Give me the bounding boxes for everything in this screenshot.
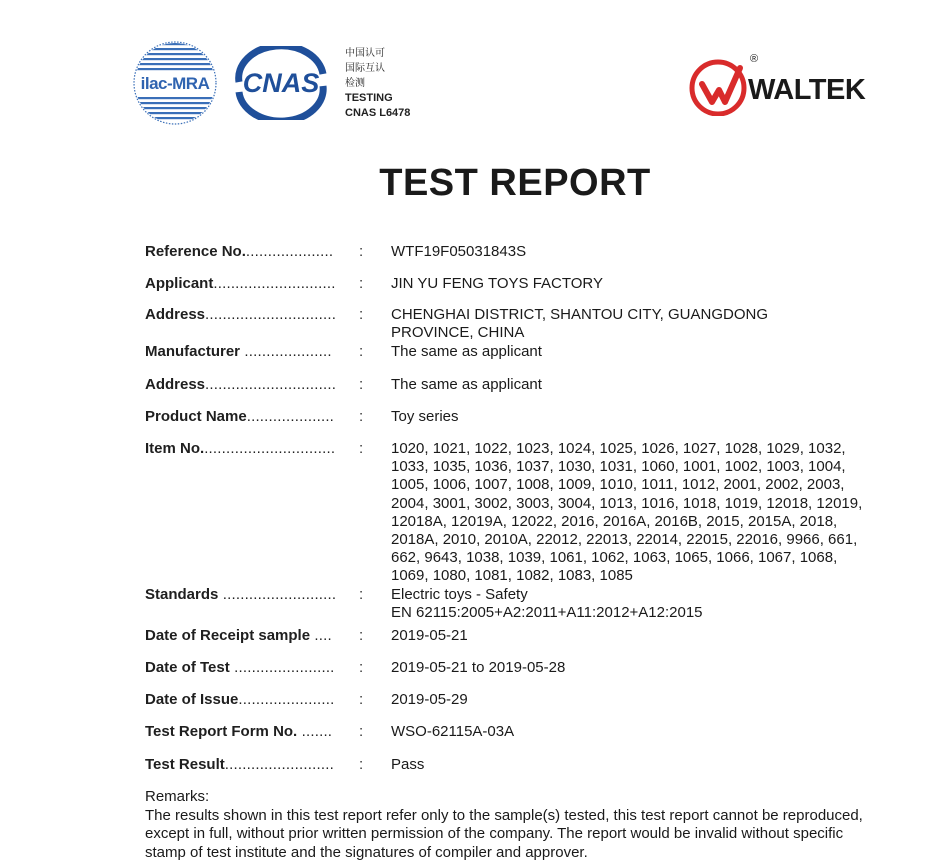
standards-line: Electric toys - Safety [391,586,891,604]
field-colon: : [359,343,363,360]
ilac-mra-logo [133,41,217,125]
field-value: Toy series [391,408,891,426]
cnas-line: 中国认可 [345,46,410,61]
cnas-logo-text: CNAS [243,68,320,98]
field-colon: : [359,723,363,740]
cnas-line: TESTING [345,91,410,106]
field-colon: : [359,243,363,260]
remarks-heading: Remarks: [145,788,885,807]
field-colon: : [359,756,363,773]
field-label: Applicant............................ [145,275,341,292]
cnas-accreditation-text [345,46,410,121]
cnas-line: 国际互认 [345,61,410,76]
standards-line: EN 62115:2005+A2:2011+A11:2012+A12:2015 [391,604,891,622]
field-colon: : [359,659,363,676]
field-label: Address.............................. [145,376,341,393]
waltek-brand-text: WALTEK [748,74,866,106]
field-colon: : [359,691,363,708]
field-value: 2019-05-29 [391,691,891,709]
cnas-logo [231,46,331,120]
field-colon: : [359,627,363,644]
ilac-logo-text: ilac-MRA [141,74,210,93]
cnas-line: CNAS L6478 [345,106,410,121]
field-value [391,586,891,622]
field-colon: : [359,376,363,393]
field-label: Product Name.................... [145,408,341,425]
field-colon: : [359,306,363,323]
field-value: The same as applicant [391,343,891,361]
field-colon: : [359,275,363,292]
field-label: Date of Test ....................... [145,659,341,676]
field-label: Test Report Form No. ....... [145,723,341,740]
field-value: JIN YU FENG TOYS FACTORY [391,275,891,293]
field-value: 2019-05-21 to 2019-05-28 [391,659,891,677]
field-value: 1020, 1021, 1022, 1023, 1024, 1025, 1026, 1027, 1028, 1029, 1032, 1033, 1035, 1036, 1037, 1030, 1031, 1060, 1001, 1002, 1003, 1004, 1005, 1006, 1007, 1008, 1009, 1010, 1011, 1012, 2001, 2002, 2003, 2004, 3001, 3002, 3003, 3004, 1013, 1016, 1018, 1019, 12018, 12019, 12018A, 12019A, 12022, 2016, 2016A, 2016B, 2015, 2015A, 2018, 2018A, 2010, 2010A, 22012, 22013, 22014, 22015, 22016, 9966, 661, 662, 9643, 1038, 1039, 1061, 1062, 1063, 1065, 1066, 1067, 1068, 1069, 1080, 1081, 1082, 1083, 1085 [391,440,876,586]
field-colon: : [359,408,363,425]
field-label: Date of Receipt sample .... [145,627,341,644]
field-colon: : [359,586,363,603]
field-label: Date of Issue...................... [145,691,341,708]
report-title: TEST REPORT [0,162,941,205]
field-label: Item No............................... [145,440,341,457]
field-value: The same as applicant [391,376,891,394]
field-value: Pass [391,756,891,774]
field-value: WTF19F05031843S [391,243,891,261]
remarks-text: The results shown in this test report refer only to the sample(s) tested, this test report cannot be reproduced, except in full, without prior written permission of the company. The report would be invalid without specific stamp of test institute and the signatures of compiler and approver. [145,807,885,862]
report-header [0,0,941,140]
waltek-logo [688,50,883,116]
field-colon: : [359,440,363,457]
registered-mark: ® [750,53,758,65]
field-label: Manufacturer .................... [145,343,341,360]
field-value: CHENGHAI DISTRICT, SHANTOU CITY, GUANGDONG PROVINCE, CHINA [391,306,811,342]
field-label: Address.............................. [145,306,341,323]
field-label: Reference No..................... [145,243,341,260]
field-label: Test Result......................... [145,756,341,773]
field-value: WSO-62115A-03A [391,723,891,741]
remarks-section [145,788,885,862]
field-label: Standards .......................... [145,586,341,603]
cnas-line: 检测 [345,76,410,91]
field-value: 2019-05-21 [391,627,891,645]
